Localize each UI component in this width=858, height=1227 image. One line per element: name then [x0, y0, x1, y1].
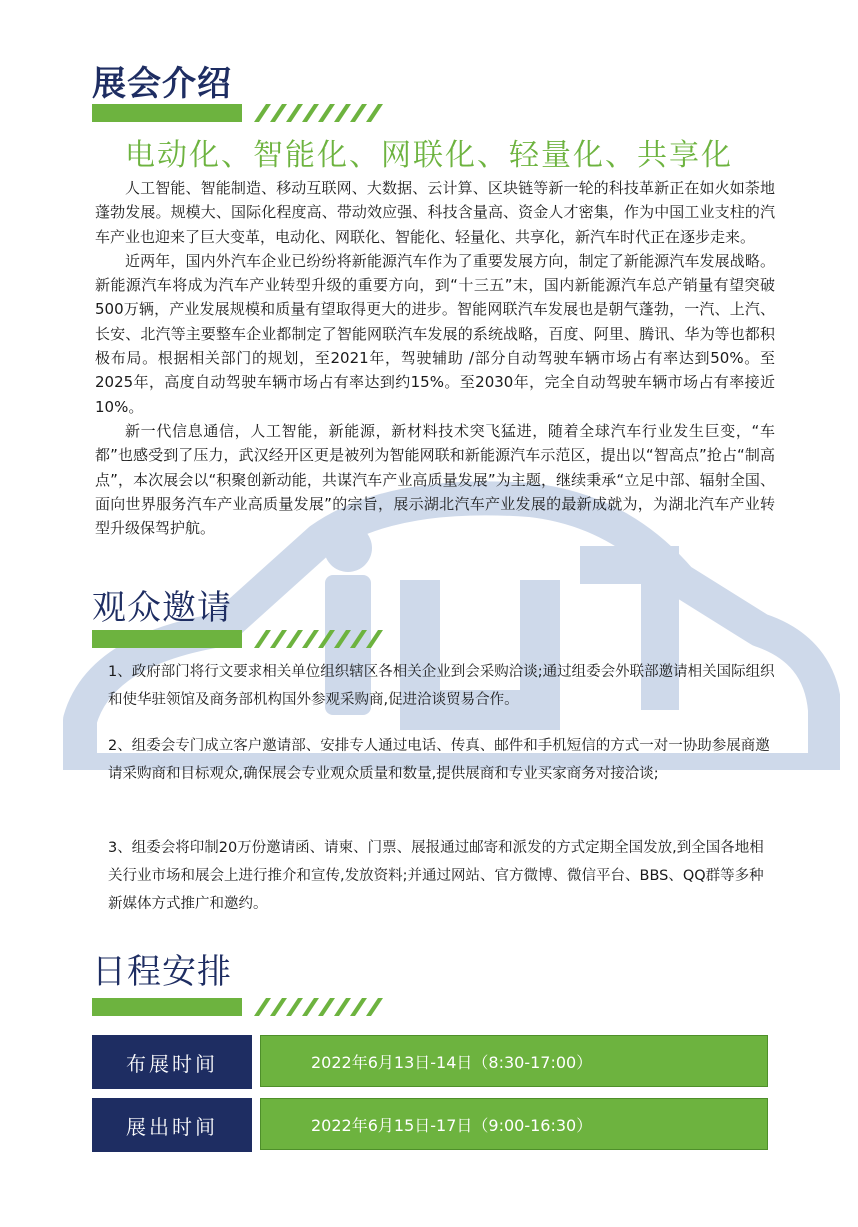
slogan: 电动化、智能化、网联化、轻量化、共享化 [125, 138, 733, 173]
intro-paragraph-1: 人工智能、智能制造、移动互联网、大数据、云计算、区块链等新一轮的科技革新正在如火如荼地蓬勃发展。规模大、国际化程度高、带动效应强、科技含量高、资金人才密集，作为中国工业支柱的汽车产业也迎来了巨大变革，电动化、网联化、智能化、轻量化、共享化，新汽车时代正在逐步走来。 [95, 179, 775, 246]
intro-body [95, 176, 775, 540]
audience-title-underline [92, 630, 392, 648]
audience-item-1: 1、政府部门将行文要求相关单位组织辖区各相关企业到会采购洽谈;通过组委会外联部邀请相关国际组织和使华驻领馆及商务部机构国外参观采购商,促进洽谈贸易合作。 [108, 664, 775, 708]
exhibit-time-value: 2022年6月15日-17日（9:00-16:30） [260, 1098, 768, 1150]
setup-time-value: 2022年6月13日-14日（8:30-17:00） [260, 1035, 768, 1087]
schedule-section-title: 日程安排 [92, 952, 232, 992]
schedule-row-exhibit [92, 1098, 770, 1152]
audience-section-title: 观众邀请 [92, 588, 232, 628]
setup-time-label: 布展时间 [92, 1035, 252, 1089]
audience-item-2: 2、组委会专门成立客户邀请部、安排专人通过电话、传真、邮件和手机短信的方式一对一协助参展商邀请采购商和目标观众,确保展会专业观众质量和数量,提供展商和专业买家商务对接洽谈; [108, 738, 770, 782]
audience-item-3: 3、组委会将印制20万份邀请函、请柬、门票、展报通过邮寄和派发的方式定期全国发放,到全国各地相关行业市场和展会上进行推介和宣传,发放资料;并通过网站、官方微博、微信平台、BBS、QQ群等多种新媒体方式推广和邀约。 [108, 840, 764, 912]
intro-section-title: 展会介绍 [92, 64, 232, 104]
intro-paragraph-2: 近两年，国内外汽车企业已纷纷将新能源汽车作为了重要发展方向，制定了新能源汽车发展战略。新能源汽车将成为汽车产业转型升级的重要方向，到“十三五”末，国内新能源汽车总产销量有望突破500万辆，产业发展规模和质量有望取得更大的进步。智能网联汽车发展也是朝气蓬勃，一汽、上汽、长安、北汽等主要整车企业都制定了智能网联汽车发展的系统战略，百度、阿里、腾讯、华为等也都积极布局。根据相关部门的规划，至2021年，驾驶辅助 /部分自动驾驶车辆市场占有率达到50%。至2025年，高度自动驾驶车辆市场占有率达到约15%。至2030年，完全自动驾驶车辆市场占有率接近10%。 [95, 251, 775, 416]
exhibit-time-label: 展出时间 [92, 1098, 252, 1152]
schedule-row-setup [92, 1035, 770, 1089]
intro-paragraph-3: 新一代信息通信，人工智能，新能源，新材料技术突飞猛进，随着全球汽车行业发生巨变，“车都”也感受到了压力，武汉经开区更是被列为智能网联和新能源汽车示范区，提出以“智高点”抢占“制高点”，本次展会以“积聚创新动能，共谋汽车产业高质量发展”为主题，继续秉承“立足中部、辐射全国、面向世界服务汽车产业高质量发展”的宗旨，展示湖北汽车产业发展的最新成就为，为湖北汽车产业转型升级保驾护航。 [95, 421, 775, 538]
intro-title-underline [92, 104, 392, 122]
schedule-title-underline [92, 998, 392, 1016]
